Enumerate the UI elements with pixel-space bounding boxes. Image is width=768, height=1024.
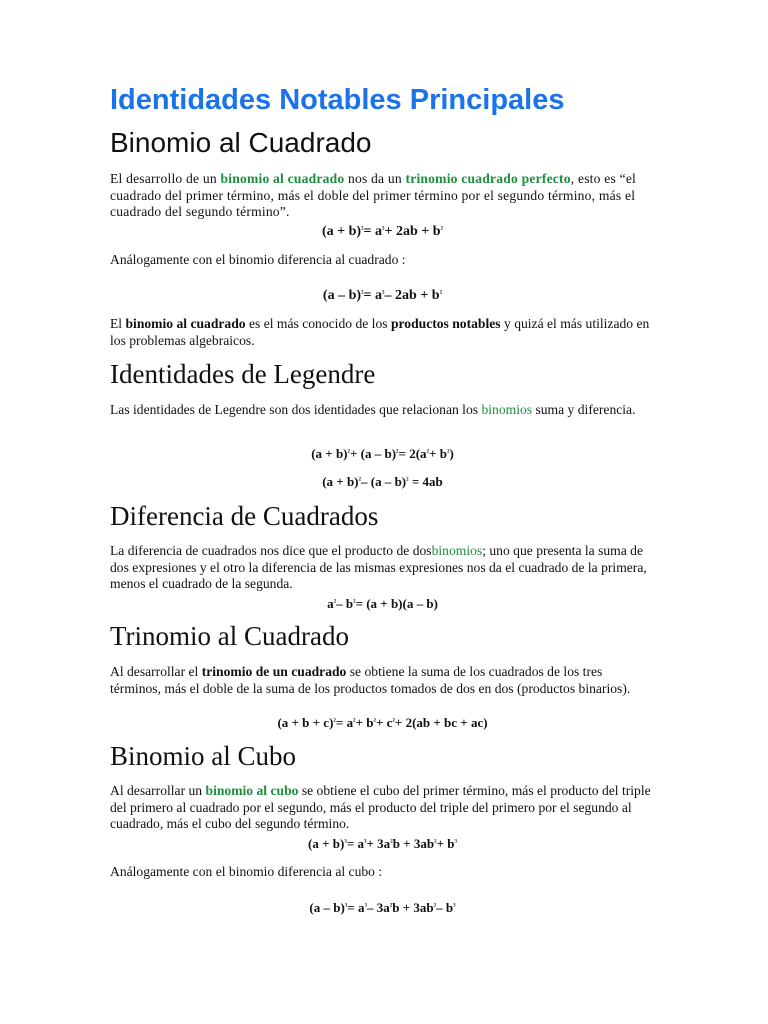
text: Al desarrollar un [110, 783, 206, 798]
equation-binomio-diferencia-cubo [110, 900, 655, 916]
eq-part: – 3a [366, 900, 390, 915]
heading-trinomio-cuadrado: Trinomio al Cuadrado [110, 621, 349, 651]
text: Las identidades de Legendre son dos identidades que relacionan los [110, 402, 482, 417]
equation-diferencia-cuadrados [110, 596, 655, 612]
exponent: 2 [439, 290, 443, 296]
eq-part: = 2(a [398, 446, 427, 461]
exponent: 2 [361, 226, 364, 232]
eq-part: + 3a [366, 836, 391, 851]
text: se obtiene la suma de los cuadrados de los tres términos, más el doble de la suma de los productos tomados de dos en dos (productos binarios). [110, 664, 631, 696]
exponent: 2 [353, 599, 356, 605]
bold-binomio-al-cuadrado: binomio al cuadrado [125, 316, 246, 331]
exponent: 2 [434, 839, 437, 845]
exponent: 3 [364, 903, 367, 909]
eq-part: (a + b) [321, 224, 362, 239]
exponent: 3 [344, 903, 348, 909]
paragraph-analogamente-cuadrado: Análogamente con el binomio diferencia al cuadrado : [110, 252, 406, 267]
equation-binomio-diferencia-cuadrado [110, 288, 655, 304]
exponent: 2 [382, 226, 385, 232]
eq-part: + b [436, 836, 455, 851]
heading-identidades-legendre: Identidades de Legendre [110, 359, 376, 389]
exponent: 2 [353, 718, 356, 724]
eq-part: – (a – b) [361, 474, 407, 489]
eq-part: ) [449, 446, 454, 461]
text: es el más conocido de los [245, 316, 391, 331]
exponent: 3 [364, 839, 367, 845]
eq-part: – b [336, 596, 354, 611]
bold-trinomio-de-un-cuadrado: trinomio de un cuadrado [201, 664, 347, 679]
equation-binomio-suma-cuadrado [110, 224, 655, 240]
heading-binomio-cuadrado: Binomio al Cuadrado [110, 127, 372, 158]
paragraph-binomio-cuadrado [110, 171, 655, 221]
link-binomios[interactable]: binomios [481, 402, 533, 417]
text: suma y diferencia. [532, 402, 636, 417]
eq-part: (a – b) [309, 900, 345, 915]
paragraph-trinomio-cuadrado [110, 664, 655, 697]
exponent: 3 [454, 839, 457, 845]
text: se obtiene el cubo del primer término, más el producto del triple del primero al cuadrado por el segundo, más el producto del triple del primero por el segundo al cuadrado, más el cubo del segundo término. [110, 783, 651, 832]
exponent: 2 [373, 718, 376, 724]
equation-trinomio-cuadrado [110, 715, 655, 731]
eq-part: – 2ab + b [384, 288, 440, 303]
eq-part: + b [355, 715, 374, 730]
eq-part: = a [335, 715, 354, 730]
text: Al desarrollar el [110, 664, 202, 679]
eq-part: = (a + b)(a – b) [355, 596, 438, 611]
eq-part: – b [436, 900, 454, 915]
eq-part: (a – b) [322, 288, 362, 303]
eq-part: = a [363, 288, 383, 303]
exponent: 2 [347, 449, 350, 455]
exponent: 2 [433, 903, 437, 909]
heading-binomio-cubo: Binomio al Cubo [110, 741, 297, 771]
paragraph-diferencia-cuadrados [110, 543, 655, 593]
paragraph-binomio-productos-notables [110, 316, 655, 349]
exponent: 2 [361, 290, 364, 296]
document-title: Identidades Notables Principales [110, 84, 565, 116]
eq-part: + 2(ab + bc + ac) [394, 715, 488, 730]
exponent: 2 [426, 449, 430, 455]
text: ; uno que presenta la suma de dos expresiones y el otro la diferencia de las mismas expresiones nos da el cuadrado de la primera, menos el cuadrado de la segunda. [110, 543, 647, 592]
eq-part: (a + b + c) [277, 715, 334, 730]
bold-productos-notables: productos notables [390, 316, 501, 331]
text: , esto es “el cuadrado del primer término, más el doble del primer término por el segundo término, más el cuadrado del segundo término”. [110, 171, 637, 220]
text: La diferencia de cuadrados nos dice que el producto de dos [110, 543, 432, 558]
eq-part: b + 3ab [392, 836, 435, 851]
exponent: 2 [446, 449, 450, 455]
paragraph-analogamente-cubo: Análogamente con el binomio diferencia al cubo : [110, 864, 383, 879]
exponent: 2 [440, 226, 444, 232]
exponent: 2 [392, 718, 395, 724]
eq-part: (a + b) [308, 836, 345, 851]
paragraph-legendre [110, 402, 655, 419]
exponent: 2 [382, 290, 385, 296]
exponent: 2 [406, 477, 409, 483]
paragraph-binomio-cubo [110, 783, 655, 833]
heading-diferencia-cuadrados: Diferencia de Cuadrados [110, 501, 379, 531]
eq-part: = a [347, 900, 365, 915]
exponent: 2 [389, 903, 393, 909]
exponent: 2 [396, 449, 399, 455]
eq-part: (a + b) [311, 446, 348, 461]
text: y quizá el más utilizado en los problemas algebraicos. [110, 316, 650, 348]
eq-part: = 4ab [408, 474, 443, 489]
eq-part: = a [363, 224, 383, 239]
eq-part: a [327, 596, 334, 611]
link-binomios[interactable]: binomios [431, 543, 483, 558]
eq-part: + c [375, 715, 393, 730]
eq-part: + (a – b) [350, 446, 397, 461]
eq-part: = a [346, 836, 365, 851]
exponent: 2 [358, 477, 361, 483]
text: El [110, 316, 126, 331]
link-binomio-al-cuadrado[interactable]: binomio al cuadrado [220, 171, 345, 186]
exponent: 3 [344, 839, 347, 845]
exponent: 3 [453, 903, 456, 909]
link-trinomio-cuadrado-perfecto[interactable]: trinomio cuadrado perfecto [405, 171, 571, 186]
exponent: 2 [333, 599, 337, 605]
equation-legendre-suma [110, 446, 655, 462]
exponent: 2 [333, 718, 336, 724]
link-binomio-al-cubo[interactable]: binomio al cubo [205, 783, 299, 798]
eq-part: + 2ab + b [384, 224, 441, 239]
text: nos da un [344, 171, 406, 186]
text: El desarrollo de un [110, 171, 221, 186]
eq-part: b + 3ab [392, 900, 434, 915]
exponent: 2 [390, 839, 393, 845]
eq-part: (a + b) [322, 474, 359, 489]
eq-part: + b [429, 446, 447, 461]
equation-legendre-diferencia [110, 474, 655, 490]
equation-binomio-suma-cubo [110, 836, 655, 852]
